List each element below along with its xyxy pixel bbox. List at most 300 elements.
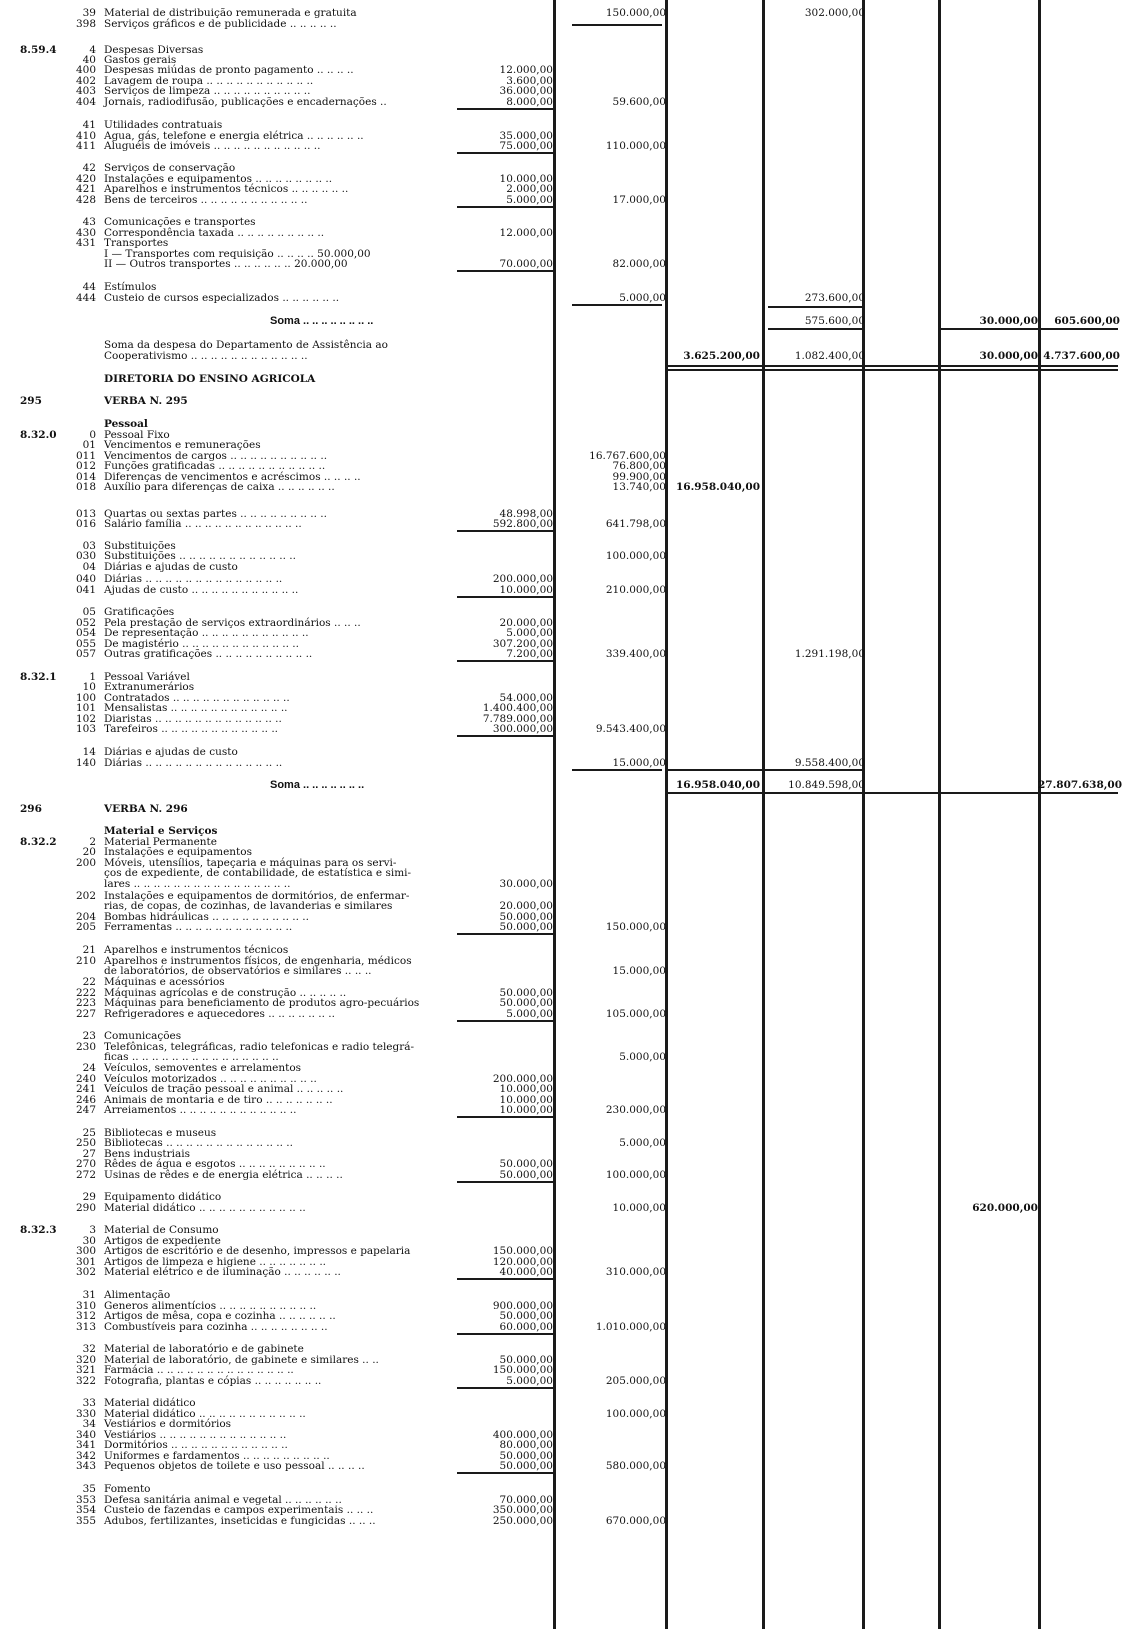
budget-line [0,1267,1122,1278]
budget-line [0,1170,1122,1181]
amount-verba-total: 575.600,00 [804,315,865,327]
amount-detail: 50.000,00 [499,1450,553,1462]
amount-other: 620.000,00 [972,1202,1038,1214]
item-label: Ajudas de custo .. .. .. .. .. .. .. .. .. .. .. [104,584,299,596]
item-code: 014 [75,471,96,483]
subtotal-rule [572,304,662,306]
budget-line [0,922,1122,933]
amount-detail: 50.000,00 [499,1460,553,1472]
item-label: Comunicações [104,1030,182,1042]
item-code: 222 [75,987,96,999]
item-label: Máquinas para beneficiamento de produtos agro-pecuários [104,997,420,1009]
budget-line [0,1461,1122,1472]
item-label: Farmácia .. .. .. .. .. .. .. .. .. .. .. .. .. .. [104,1364,294,1376]
amount-subtotal: 310.000,00 [605,1266,666,1278]
item-code: 030 [75,550,96,562]
item-code: 342 [75,1450,96,1462]
subtotal-rule [457,1020,553,1022]
item-label: Mensalistas .. .. .. .. .. .. .. .. .. .. .. .. [104,702,288,714]
item-code: 320 [75,1354,96,1366]
amount-detail: 592.800,00 [492,518,553,530]
item-label: Gastos gerais [104,54,177,66]
item-label: Bibliotecas e museus [104,1127,217,1139]
item-label: Rêdes de água e esgotos .. .. .. .. .. .. .. .. .. [104,1158,326,1170]
subtotal-rule [457,270,553,272]
item-code: 040 [75,573,96,585]
total-rule [668,369,1118,371]
amount-detail: 54.000,00 [499,692,553,704]
item-code: 018 [75,481,96,493]
item-label: Salário família .. .. .. .. .. .. .. .. .. .. .. .. [104,518,302,530]
item-code: 23 [82,1030,96,1042]
amount-grand-total: 27.807.638,00 [1038,779,1122,791]
item-label: Quartas ou sextas partes .. .. .. .. .. .. .. .. .. [104,508,327,520]
item-label: Custeio de fazendas e campos experimentais .. .. .. [104,1504,374,1516]
item-code: 32 [82,1343,96,1355]
item-label: ficas .. .. .. .. .. .. .. .. .. .. .. .. .. .. .. [104,1051,279,1063]
item-code: 013 [75,508,96,520]
amount-detail: 10.000,00 [499,584,553,596]
subtotal-rule [457,1387,553,1389]
amount-detail: 10.000,00 [499,173,553,185]
item-code: 322 [75,1375,96,1387]
amount-subtotal: 9.543.400,00 [595,723,666,735]
item-label: Material didático .. .. .. .. .. .. .. .. .. .. .. [104,1202,306,1214]
item-code: 428 [75,194,96,206]
item-code: 420 [75,173,96,185]
item-label: Tarefeiros .. .. .. .. .. .. .. .. .. .. .. .. [104,723,279,735]
item-code: 42 [82,162,96,174]
item-code: 301 [75,1256,96,1268]
item-label: Veículos de tração pessoal e animal .. .. .. .. .. [104,1083,344,1095]
item-label: Vestiários e dormitórios [104,1418,232,1430]
item-label: II — Outros transportes .. .. .. .. .. .. 20.000,00 [104,258,348,270]
amount-detail: 150.000,00 [492,1245,553,1257]
item-code: 055 [75,638,96,650]
amount-detail: 50.000,00 [499,987,553,999]
item-code: 29 [82,1191,96,1203]
item-code: 2 [89,836,96,848]
item-code: 3 [89,1224,96,1236]
item-code: 313 [75,1321,96,1333]
amount-other: 30.000,00 [979,350,1038,362]
item-label: Gratificações [104,606,175,618]
item-label: Instalações e equipamentos .. .. .. .. .. .. .. .. [104,173,333,185]
item-code: 103 [75,723,96,735]
item-label: Máquinas agrícolas e de construção .. .. .. .. .. [104,987,347,999]
amount-grand-total: 4.737.600,00 [1043,350,1120,362]
item-code: 054 [75,627,96,639]
section-code: 296 [20,803,42,815]
amount-subtotal: 205.000,00 [605,1375,666,1387]
amount-detail: 50.000,00 [499,1158,553,1170]
subtotal-rule [768,306,862,308]
item-code: 270 [75,1158,96,1170]
subtotal-rule [457,1116,553,1118]
item-label: Veículos motorizados .. .. .. .. .. .. .. .. .. .. [104,1073,317,1085]
amount-detail: 35.000,00 [499,130,553,142]
amount-subtotal: 13.740,00 [612,481,666,493]
item-code: 355 [75,1515,96,1527]
budget-line [0,562,1122,573]
amount-detail: 7.200,00 [506,648,553,660]
amount-detail: 5.000,00 [506,1375,553,1387]
item-label: Refrigeradores e aquecedores .. .. .. .. .. .. .. [104,1008,335,1020]
item-label: Móveis, utensílios, tapeçaria e máquinas para os servi- [104,857,397,869]
item-code: 321 [75,1364,96,1376]
item-code: 310 [75,1300,96,1312]
item-label: Animais de montaria e de tiro .. .. .. .. .. .. .. [104,1094,333,1106]
amount-subtotal: 670.000,00 [605,1515,666,1527]
item-label: Custeio de cursos especializados .. .. .. .. .. .. [104,292,340,304]
amount-detail: 80.000,00 [499,1439,553,1451]
budget-line [0,519,1122,530]
amount-detail: 120.000,00 [492,1256,553,1268]
budget-line [0,195,1122,206]
item-label: VERBA N. 295 [104,395,188,407]
item-label: Uniformes e fardamentos .. .. .. .. .. .. .. .. .. [104,1450,330,1462]
amount-verba-total: 1.082.400,00 [794,350,865,362]
item-label: Aparelhos e instrumentos técnicos .. .. .. .. .. .. [104,183,349,195]
budget-line [0,804,1122,815]
amount-grand-total: 605.600,00 [1054,315,1120,327]
item-code: 343 [75,1460,96,1472]
amount-detail: 150.000,00 [492,1364,553,1376]
item-code: 10 [82,681,96,693]
amount-detail: 40.000,00 [499,1266,553,1278]
budget-line [0,482,1122,493]
item-label: Vencimentos e remunerações [104,439,261,451]
subtotal-rule [457,1472,553,1474]
amount-verba-total: 302.000,00 [804,7,865,19]
amount-detail: 2.000,00 [506,183,553,195]
item-code: 30 [82,1235,96,1247]
item-label: Serviços gráficos e de publicidade .. .. .. .. .. [104,18,337,30]
item-code: 444 [75,292,96,304]
amount-subtotal: 150.000,00 [605,7,666,19]
item-code: 102 [75,713,96,725]
amount-detail: 50.000,00 [499,911,553,923]
amount-subtotal: 110.000,00 [605,140,666,152]
amount-detail: 200.000,00 [492,1073,553,1085]
item-label: Despesas Diversas [104,44,204,56]
amount-detail: 50.000,00 [499,997,553,1009]
item-code: 246 [75,1094,96,1106]
budget-line [0,1009,1122,1020]
item-code: 03 [82,540,96,552]
item-label: Fotografia, plantas e cópias .. .. .. .. .. .. .. [104,1375,322,1387]
amount-detail: 250.000,00 [492,1515,553,1527]
budget-line [0,259,1122,270]
item-label: Outras gratificações .. .. .. .. .. .. .. .. .. .. [104,648,313,660]
item-label: Artigos de mêsa, copa e cozinha .. .. .. .. .. .. [104,1310,336,1322]
item-label: De magistério .. .. .. .. .. .. .. .. .. .. .. .. [104,638,299,650]
item-code: 430 [75,227,96,239]
amount-verba-total: 1.291.198,00 [794,648,865,660]
item-label: Bens industriais [104,1148,191,1160]
item-label: Correspondência taxada .. .. .. .. .. .. .. .. .. [104,227,325,239]
item-code: 240 [75,1073,96,1085]
item-label: Comunicações e transportes [104,216,256,228]
item-label: Material de laboratório e de gabinete [104,1343,304,1355]
item-code: 404 [75,96,96,108]
item-label: Diárias e ajudas de custo [104,561,238,573]
item-label: Material de Consumo [104,1224,219,1236]
item-label: Contratados .. .. .. .. .. .. .. .. .. .. .. .. [104,692,290,704]
amount-subtotal: 100.000,00 [605,1408,666,1420]
amount-verba-total: 9.558.400,00 [794,757,865,769]
item-label: Equipamento didático [104,1191,222,1203]
item-label: Aluguéis de imóveis .. .. .. .. .. .. .. .. .. .. .. [104,140,321,152]
item-label: Artigos de expediente [104,1235,221,1247]
item-label: Pessoal [104,418,148,430]
item-code: 200 [75,857,96,869]
item-label: ços de expediente, de contabilidade, de estatística e simi- [104,867,412,879]
item-label: DIRETORIA DO ENSINO AGRICOLA [104,373,316,385]
item-label: Material de laboratório, de gabinete e similares .. .. [104,1354,379,1366]
budget-line [0,780,1122,791]
item-label: Material didático .. .. .. .. .. .. .. .. .. .. .. [104,1408,306,1420]
item-code: 330 [75,1408,96,1420]
subtotal-rule [940,328,1118,330]
amount-verba-total: 273.600,00 [804,292,865,304]
item-label: Defesa sanitária animal e vegetal .. .. .. .. .. .. [104,1494,342,1506]
item-label: I — Transportes com requisição .. .. .. .. 50.000,00 [104,248,371,260]
amount-group-total: 3.625.200,00 [683,350,760,362]
budget-line [0,97,1122,108]
item-label: Material Permanente [104,836,217,848]
subtotal-rule [457,152,553,154]
item-label: Lavagem de roupa .. .. .. .. .. .. .. .. .. .. .. [104,75,314,87]
subtotal-rule [457,933,553,935]
budget-line [0,724,1122,735]
amount-detail: 50.000,00 [499,1354,553,1366]
amount-detail: 10.000,00 [499,1083,553,1095]
amount-detail: 900.000,00 [492,1300,553,1312]
amount-subtotal: 1.010.000,00 [595,1321,666,1333]
budget-line [0,351,1122,362]
amount-subtotal: 230.000,00 [605,1104,666,1116]
amount-subtotal: 5.000,00 [619,292,666,304]
item-code: 016 [75,518,96,530]
item-label: Artigos de escritório e de desenho, impressos e papelaria [104,1245,411,1257]
amount-subtotal: 100.000,00 [605,550,666,562]
amount-detail: 5.000,00 [506,194,553,206]
amount-detail: 8.000,00 [506,96,553,108]
item-code: 25 [82,1127,96,1139]
item-code: 353 [75,1494,96,1506]
amount-subtotal: 17.000,00 [612,194,666,206]
item-code: 400 [75,64,96,76]
item-label: Pequenos objetos de toilete e uso pessoal .. .. .. .. [104,1460,365,1472]
item-code: 39 [82,7,96,19]
subtotal-rule [668,769,862,771]
amount-subtotal: 5.000,00 [619,1137,666,1149]
item-label: Extranumerários [104,681,195,693]
item-label: Diárias .. .. .. .. .. .. .. .. .. .. .. .. .. .. [104,757,283,769]
item-label: Pela prestação de serviços extraordinários .. .. .. [104,617,361,629]
amount-detail: 400.000,00 [492,1429,553,1441]
item-label: Aparelhos e instrumentos técnicos [104,944,289,956]
item-label: lares .. .. .. .. .. .. .. .. .. .. .. .. .. .. .. .. [104,878,291,890]
budget-line [0,19,1122,30]
item-code: 403 [75,85,96,97]
item-label: Utilidades contratuais [104,119,223,131]
amount-detail: 307.200,00 [492,638,553,650]
item-code: 205 [75,921,96,933]
item-code: 43 [82,216,96,228]
total-rule [668,792,1118,794]
amount-subtotal: 5.000,00 [619,1051,666,1063]
item-code: 247 [75,1104,96,1116]
item-code: 402 [75,75,96,87]
item-code: 230 [75,1041,96,1053]
section-code: 8.32.1 [20,671,57,683]
item-label: Generos alimentícios .. .. .. .. .. .. .. .. .. .. [104,1300,317,1312]
budget-line [0,316,1122,327]
budget-line [0,396,1122,407]
item-code: 21 [82,944,96,956]
item-label: Estímulos [104,281,157,293]
item-label: Substituições .. .. .. .. .. .. .. .. .. .. .. .. [104,550,296,562]
amount-subtotal: 82.000,00 [612,258,666,270]
amount-subtotal: 100.000,00 [605,1169,666,1181]
amount-subtotal: 99.900,00 [612,471,666,483]
amount-group-total: 16.958.040,00 [675,779,760,791]
item-label: Jornais, radiodifusão, publicações e encadernações .. [104,96,387,108]
total-rule [668,365,1118,367]
item-code: 041 [75,584,96,596]
item-label: Soma .. .. .. .. .. .. .. [270,779,365,791]
item-label: Aparelhos e instrumentos físicos, de engenharia, médicos [104,955,412,967]
amount-detail: 350.000,00 [492,1504,553,1516]
section-code: 8.32.0 [20,429,57,441]
amount-detail: 1.400.400,00 [482,702,553,714]
item-label: Bombas hidráulicas .. .. .. .. .. .. .. .. .. .. [104,911,309,923]
item-label: Diárias .. .. .. .. .. .. .. .. .. .. .. .. .. .. [104,573,283,585]
item-code: 398 [75,18,96,30]
item-label: Instalações e equipamentos de dormitórios, de enfermar- [104,890,410,902]
budget-line [0,649,1122,660]
item-code: 100 [75,692,96,704]
amount-verba-total: 10.849.598,00 [788,779,865,791]
amount-subtotal: 10.000,00 [612,1202,666,1214]
budget-line [0,1203,1122,1214]
subtotal-rule [457,206,553,208]
item-code: 341 [75,1439,96,1451]
item-label: de laboratórios, de observatórios e similares .. .. .. [104,965,372,977]
item-code: 40 [82,54,96,66]
item-code: 44 [82,281,96,293]
item-code: 140 [75,757,96,769]
amount-detail: 300.000,00 [492,723,553,735]
item-label: Vencimentos de cargos .. .. .. .. .. .. .. .. .. .. [104,450,328,462]
item-code: 101 [75,702,96,714]
amount-detail: 75.000,00 [499,140,553,152]
item-label: Veículos, semoventes e arrelamentos [104,1062,302,1074]
item-label: Serviços de limpeza .. .. .. .. .. .. .. .. .. .. [104,85,311,97]
item-code: 354 [75,1504,96,1516]
budget-line [0,1376,1122,1387]
item-code: 204 [75,911,96,923]
item-label: Telefônicas, telegráficas, radio telefonicas e radio telegrá- [104,1041,415,1053]
item-label: Material de distribuição remunerada e gratuita [104,7,357,19]
item-label: Serviços de conservação [104,162,236,174]
item-label: Instalações e equipamentos [104,846,252,858]
amount-detail: 20.000,00 [499,617,553,629]
amount-detail: 12.000,00 [499,64,553,76]
amount-group-total: 16.958.040,00 [675,481,760,493]
item-code: 27 [82,1148,96,1160]
budget-line [0,141,1122,152]
item-code: 431 [75,237,96,249]
subtotal-rule [457,735,553,737]
item-code: 227 [75,1008,96,1020]
item-label: Vestiários .. .. .. .. .. .. .. .. .. .. .. .. .. [104,1429,287,1441]
amount-subtotal: 339.400,00 [605,648,666,660]
item-code: 340 [75,1429,96,1441]
subtotal-rule [457,1333,553,1335]
budget-line [0,1516,1122,1527]
item-label: Agua, gás, telefone e energia elétrica .. .. .. .. .. .. [104,130,364,142]
item-label: rias, de copas, de cozinhas, de lavanderias e similares [104,900,393,912]
item-label: Material didático [104,1397,196,1409]
item-label: Bens de terceiros .. .. .. .. .. .. .. .. .. .. .. [104,194,308,206]
item-label: Alimentação [104,1289,171,1301]
item-code: 1 [89,671,96,683]
subtotal-rule [572,769,662,771]
budget-line [0,1105,1122,1116]
budget-line [0,585,1122,596]
amount-detail: 10.000,00 [499,1094,553,1106]
amount-detail: 36.000,00 [499,85,553,97]
item-code: 33 [82,1397,96,1409]
item-code: 300 [75,1245,96,1257]
item-label: Soma da despesa do Departamento de Assistência ao [104,339,388,351]
amount-detail: 50.000,00 [499,1310,553,1322]
amount-subtotal: 150.000,00 [605,921,666,933]
item-label: Funções gratificadas .. .. .. .. .. .. .. .. .. .. .. [104,460,326,472]
item-code: 22 [82,976,96,988]
amount-detail: 70.000,00 [499,1494,553,1506]
amount-subtotal: 105.000,00 [605,1008,666,1020]
item-code: 223 [75,997,96,1009]
item-code: 302 [75,1266,96,1278]
item-code: 34 [82,1418,96,1430]
amount-subtotal: 15.000,00 [612,965,666,977]
item-code: 20 [82,846,96,858]
item-label: Artigos de limpeza e higiene .. .. .. .. .. .. .. [104,1256,326,1268]
item-label: Substituições [104,540,176,552]
item-code: 01 [82,439,96,451]
amount-subtotal: 641.798,00 [605,518,666,530]
item-code: 35 [82,1483,96,1495]
item-label: Bibliotecas .. .. .. .. .. .. .. .. .. .. .. .. .. [104,1137,293,1149]
item-label: Diferenças de vencimentos e acréscimos .. .. .. .. [104,471,361,483]
amount-detail: 3.600,00 [506,75,553,87]
item-code: 410 [75,130,96,142]
item-label: Máquinas e acessórios [104,976,225,988]
item-code: 421 [75,183,96,195]
item-label: Despesas miúdas de pronto pagamento .. .. .. .. [104,64,354,76]
subtotal-rule [457,530,553,532]
section-code: 8.59.4 [20,44,57,56]
item-label: Ferramentas .. .. .. .. .. .. .. .. .. .. .. .. [104,921,293,933]
amount-subtotal: 15.000,00 [612,757,666,769]
item-code: 202 [75,890,96,902]
amount-detail: 50.000,00 [499,921,553,933]
item-label: Usinas de rêdes e de energia elétrica .. .. .. .. [104,1169,343,1181]
